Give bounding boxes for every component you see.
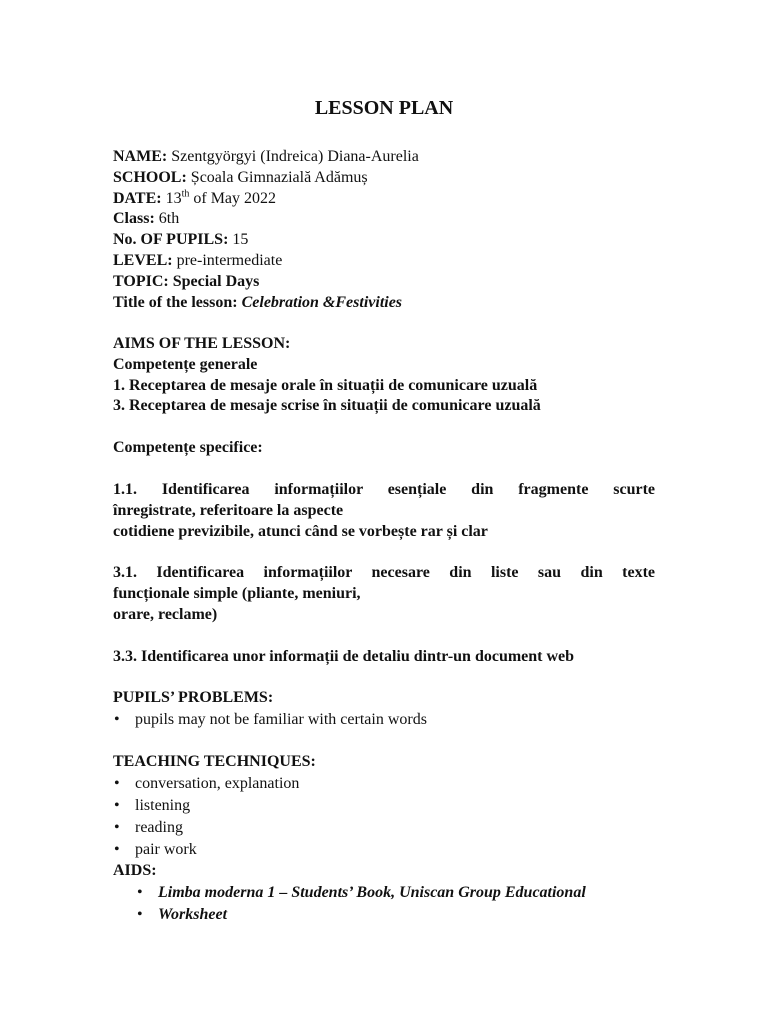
problems-heading: PUPILS’ PROBLEMS:: [113, 689, 274, 706]
list-item: [113, 709, 655, 731]
bullet-icon: •: [114, 774, 120, 792]
list-item: [113, 904, 655, 926]
spec-1-1-line-1: 1.1. Identificarea informațiilor esențiale din fragmente scurte: [113, 481, 655, 498]
aid-text: Worksheet: [158, 905, 228, 923]
spec-3-1-line-3: orare, reclame): [113, 605, 218, 623]
technique-text: reading: [135, 818, 183, 836]
bullet-icon: •: [114, 818, 120, 836]
topic-row: [113, 272, 655, 293]
school-label: SCHOOL:: [113, 168, 187, 186]
aids-heading: AIDS:: [113, 861, 157, 879]
lesson-title-row: [113, 293, 655, 314]
list-item: [113, 795, 655, 817]
level-row: [113, 251, 655, 272]
date-suffix: th: [181, 188, 190, 200]
spec-1-1-line-2: înregistrate, referitoare la aspecte: [113, 501, 344, 519]
spec-1-1-line-3: cotidiene previzibile, atunci când se vorbește rar și clar: [113, 522, 488, 540]
problems-list: [113, 709, 655, 731]
level-label: LEVEL:: [113, 251, 173, 269]
techniques-list: [113, 773, 655, 861]
bullet-icon: •: [114, 796, 120, 814]
technique-text: listening: [135, 796, 191, 814]
techniques-heading: TEACHING TECHNIQUES:: [113, 753, 316, 770]
topic-value: Special Days: [168, 272, 260, 290]
techniques-section: [113, 752, 655, 926]
technique-text: pair work: [135, 840, 197, 858]
class-label: Class:: [113, 210, 155, 228]
spec-3-1-line-2: funcționale simple (pliante, meniuri,: [113, 584, 361, 602]
topic-label: TOPIC:: [113, 272, 169, 290]
specific-competence-3-3: 3.3. Identificarea unor informații de detaliu dintr-un document web: [113, 648, 575, 665]
specific-competence-1-1: [113, 480, 655, 542]
date-label: DATE:: [113, 189, 162, 207]
level-value: pre-intermediate: [172, 251, 283, 269]
specific-competences-heading: Competențe specifice:: [113, 439, 263, 456]
bullet-icon: •: [137, 905, 143, 923]
lesson-title-value: Celebration &Festivities: [241, 293, 403, 311]
specific-competence-3-1: [113, 563, 655, 625]
date-row: [113, 189, 655, 210]
list-item: [113, 773, 655, 795]
lesson-info: [113, 147, 655, 313]
date-day: 13: [161, 189, 182, 207]
list-item: [113, 839, 655, 861]
school-value: Școala Gimnazială Adămuș: [186, 168, 368, 186]
class-row: [113, 209, 655, 230]
name-row: [113, 147, 655, 168]
aid-text: Limba moderna 1 – Students’ Book, Uniscan Group Educational: [158, 883, 586, 901]
general-competence-3: 3. Receptarea de mesaje scrise în situații de comunicare uzuală: [113, 397, 541, 415]
pupils-label: No. OF PUPILS:: [113, 231, 229, 249]
technique-text: conversation, explanation: [135, 774, 300, 792]
name-value: Szentgyörgyi (Indreica) Diana-Aurelia: [167, 148, 419, 165]
problems-section: [113, 688, 655, 731]
school-row: [113, 168, 655, 189]
bullet-icon: •: [114, 840, 120, 858]
general-competences-heading: Competențe generale: [113, 355, 258, 373]
spec-3-1-line-1: 3.1. Identificarea informațiilor necesare din liste sau din texte: [113, 564, 655, 581]
name-label: NAME:: [113, 148, 168, 165]
pupils-value: 15: [228, 231, 249, 249]
date-rest: of May 2022: [189, 189, 277, 207]
general-competence-1: 1. Receptarea de mesaje orale în situații de comunicare uzuală: [113, 376, 538, 394]
lesson-title-label: Title of the lesson:: [113, 293, 242, 311]
bullet-icon: •: [137, 883, 143, 901]
pupils-row: [113, 230, 655, 251]
aids-list: [113, 882, 655, 926]
list-item: [113, 882, 655, 904]
bullet-icon: •: [114, 710, 120, 728]
list-item: [113, 817, 655, 839]
class-value: 6th: [154, 210, 180, 228]
page-title: LESSON PLAN: [314, 97, 454, 119]
aims-heading: AIMS OF THE LESSON:: [113, 335, 291, 352]
aims-section: [113, 334, 655, 417]
problem-text: pupils may not be familiar with certain words: [135, 710, 427, 728]
